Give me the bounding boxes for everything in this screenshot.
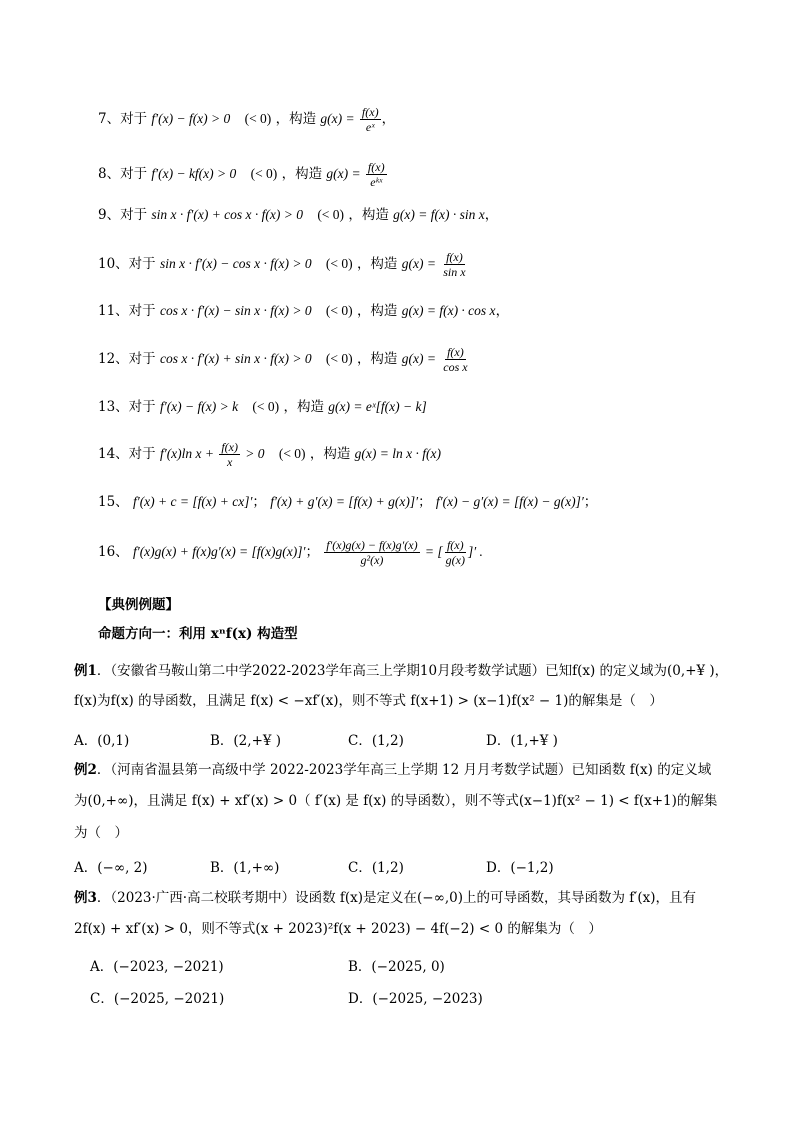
option-b[interactable]: B．(1,+∞) [210, 860, 280, 876]
example-1-line-2: f(x)为f(x) 的导函数，且满足 f(x) < −xf′(x)，则不等式 f(x+1) > (x−1)f(x² − 1)的解集是（ ） [74, 693, 663, 709]
option-a[interactable]: A．(−∞, 2) [74, 860, 148, 876]
condition: sin x · f′(x) − cos x · f(x) > 0 [159, 256, 312, 271]
option-b[interactable]: B．(2,+¥ ) [210, 733, 282, 749]
option-c[interactable]: C．(−2025, −2021) [90, 991, 225, 1007]
fraction: $\frac{f(x)}{\text{eˣ}}$ [361, 105, 379, 134]
condition: cos x · f′(x) + sin x · f(x) > 0 [159, 351, 312, 366]
condition: f′(x)ln x + [159, 446, 215, 461]
item-13: 13、对于 f′(x) − f(x) > k (< 0) ，构造 g(x) = eˣ[f(x) − k] [98, 399, 427, 415]
option-a[interactable]: A．(−2023, −2021) [90, 959, 224, 975]
fraction: $\frac{f(x)}{g(x)}$ [445, 538, 465, 567]
option-d[interactable]: D．(−2025, −2023) [348, 991, 483, 1007]
fraction: $\frac{f(x)}{\text{cos x}}$ [443, 345, 468, 374]
item-16: 16、 f′(x)g(x) + f(x)g′(x) = [f(x)g(x)]′； $\frac{f'(x)g(x) - f(x)g'(x)}{\text{g²(x)}}$ = [ $\frac{f(x)}{g(x)}$ ]′ . [98, 538, 483, 567]
example-1-line-1: 例1．（安徽省马鞍山第二中学2022-2023学年高三上学期10月段考数学试题）已知f(x) 的定义域为(0,+¥ )， [74, 663, 729, 679]
direction-title: 命题方向一：利用 xⁿf(x) 构造型 [98, 626, 298, 642]
condition: f′(x) − f(x) > k [159, 399, 239, 414]
option-b[interactable]: B．(−2025, 0) [348, 959, 445, 975]
item-14: 14、对于 f′(x)ln x + $\frac{f(x)}{x}$ > 0 (< 0) ，构造 g(x) = ln x · f(x) [98, 440, 441, 469]
section-title: 【典例例题】 [98, 597, 179, 613]
option-d[interactable]: D．(−1,2) [486, 860, 554, 876]
item-9: 9、对于 sin x · f′(x) + cos x · f(x) > 0 (< 0) ，构造 g(x) = f(x) · sin x， [98, 207, 499, 223]
example-3-line-1: 例3．（2023·广西·高二校联考期中）设函数 f(x)是定义在(−∞,0)上的可导函数，其导函数为 f′(x)，且有 [74, 890, 697, 906]
item-10: 10、对于 sin x · f′(x) − cos x · f(x) > 0 (< 0) ，构造 g(x) = $\frac{f(x)}{\text{sin x}}$ [98, 250, 466, 279]
fraction: $\frac{f(x)}{\text{sin x}}$ [443, 250, 466, 279]
item-12: 12、对于 cos x · f′(x) + sin x · f(x) > 0 (< 0) ，构造 g(x) = $\frac{f(x)}{\text{cos x}}$ [98, 345, 468, 374]
item-15: 15、 f′(x) + c = [f(x) + cx]′； f′(x) + g′(x) = [f(x) + g(x)]′； f′(x) − g′(x) = [f(x) − g(x)]′； [98, 494, 598, 510]
option-c[interactable]: C．(1,2) [348, 733, 404, 749]
fraction: f(x) eᵏˣ [367, 160, 385, 189]
example-2-line-1: 例2．（河南省温县第一高级中学 2022-2023学年高三上学期 12 月月考数学试题）已知函数 f(x) 的定义域 [74, 762, 712, 778]
fraction: $\frac{f'(x)g(x) - f(x)g'(x)}{\text{g²(x)}}$ [326, 538, 418, 567]
option-a[interactable]: A．(0,1) [74, 733, 130, 749]
example-2-line-3: 为（ ） [74, 825, 128, 841]
item-7: 7、对于 f′(x) − f(x) > 0 (< 0) ，构造 g(x) = $\frac{f(x)}{\text{eˣ}}$ ， [98, 105, 396, 134]
option-c[interactable]: C．(1,2) [348, 860, 404, 876]
item-11: 11、对于 cos x · f′(x) − sin x · f(x) > 0 (< 0) ，构造 g(x) = f(x) · cos x， [98, 303, 510, 319]
condition: sin x · f′(x) + cos x · f(x) > 0 [151, 207, 304, 222]
example-3-line-2: 2f(x) + xf′(x) > 0，则不等式(x + 2023)²f(x + 2023) − 4f(−2) < 0 的解集为（ ） [74, 921, 602, 937]
condition: f′(x) − kf(x) > 0 [151, 166, 237, 181]
example-2-line-2: 为(0,+∞)，且满足 f(x) + xf′(x) > 0（ f′(x) 是 f(x) 的导函数），则不等式(x−1)f(x² − 1) < f(x+1)的解集 [74, 793, 718, 809]
condition: f′(x) − f(x) > 0 [151, 111, 231, 126]
item-8: 8、对于 f′(x) − kf(x) > 0 (< 0) ，构造 g(x) = f(x) eᵏˣ [98, 160, 385, 189]
fraction: $\frac{f(x)}{x}$ [221, 440, 238, 469]
option-d[interactable]: D．(1,+¥ ) [486, 733, 558, 749]
condition: cos x · f′(x) − sin x · f(x) > 0 [159, 303, 312, 318]
